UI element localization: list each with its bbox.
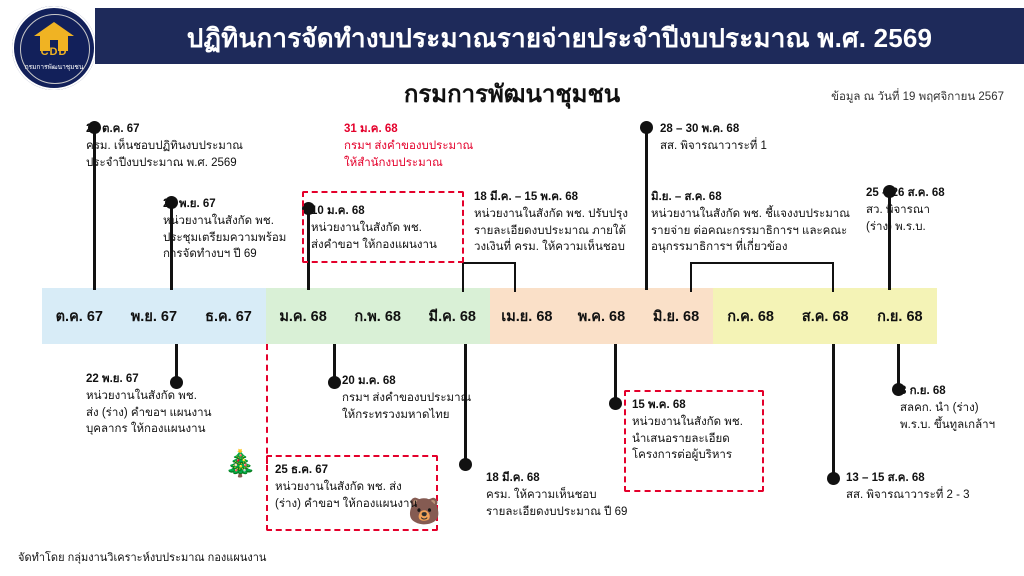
event-note-jan31 — [344, 121, 524, 171]
christmas-wreath-icon: 🎄 — [224, 448, 257, 478]
event-line-jan10-2: ส่งคำขอฯ ให้กองแผนงาน — [311, 238, 437, 251]
event-date-jan20: 20 ม.ค. 68 — [342, 375, 396, 387]
event-line-nov21-1: หน่วยงานในสังกัด พช. — [163, 215, 274, 228]
event-line-jan20-2: ให้กระทรวงมหาดไทย — [342, 408, 450, 421]
event-note-nov22 — [86, 371, 246, 437]
event-note-may15 — [632, 397, 782, 463]
marker-may28 — [640, 121, 653, 134]
month-cell-apr68: เม.ย. 68 — [490, 288, 565, 344]
event-line-jan20-1: กรมฯ ส่งคำของบประมาณ — [342, 392, 472, 405]
marker-may15 — [609, 397, 622, 410]
event-date-may15: 15 พ.ค. 68 — [632, 399, 686, 411]
event-line-jan31-1: กรมฯ ส่งคำของบประมาณ — [344, 140, 474, 153]
event-line-mar18-2: รายละเอียดงบประมาณ ปี 69 — [486, 505, 628, 518]
month-cell-oct67: ต.ค. 67 — [42, 288, 117, 344]
event-note-aug13 — [846, 470, 1024, 504]
event-line-may15-1: หน่วยงานในสังกัด พช. — [632, 416, 743, 429]
event-line-sep8-1: สลคก. นำ (ร่าง) — [900, 402, 979, 415]
as-of-date: ข้อมูล ณ วันที่ 19 พฤศจิกายน 2567 — [831, 91, 1004, 103]
page-title: ปฏิทินการจัดทำงบประมาณรายจ่ายประจำปีงบประมาณ พ.ศ. 2569 — [186, 23, 933, 53]
month-cell-dec67: ธ.ค. 67 — [191, 288, 266, 344]
event-date-oct22: 22 ต.ค. 67 — [86, 123, 140, 135]
event-date-aug25: 25 – 26 ส.ค. 68 — [866, 187, 945, 199]
event-date-mar18-may15: 18 มี.ค. – 15 พ.ค. 68 — [474, 191, 579, 203]
event-note-mar18 — [486, 470, 666, 520]
event-line-nov22-2: ส่ง (ร่าง) คำขอฯ แผนงาน — [86, 406, 212, 419]
event-line-mar18-may15-2: รายละเอียดงบประมาณ ภายใต้ — [474, 224, 626, 237]
event-line-may15-2: นำเสนอรายละเอียด — [632, 432, 730, 445]
event-date-mar18: 18 มี.ค. 68 — [486, 472, 540, 484]
event-date-sep8: 8 ก.ย. 68 — [900, 385, 946, 397]
santa-bear-icon: 🐻 — [408, 496, 441, 526]
logo-thai-name: กรมการพัฒนาชุมชน — [24, 64, 84, 71]
event-note-jan20 — [342, 373, 512, 423]
event-line-aug25-1: สว. พิจารณา — [866, 204, 930, 217]
event-note-oct22 — [86, 121, 296, 171]
leader-line-jan20 — [333, 344, 336, 380]
event-line-nov22-3: บุคลากร ให้กองแผนงาน — [86, 422, 206, 435]
month-cell-feb68: ก.พ. 68 — [340, 288, 415, 344]
month-cell-jul68: ก.ค. 68 — [713, 288, 788, 344]
leader-line-may15 — [614, 344, 617, 402]
event-line-nov21-3: การจัดทำงบฯ ปี 69 — [163, 247, 257, 260]
event-date-nov21: 21 พ.ย. 67 — [163, 198, 216, 210]
month-cell-may68: พ.ค. 68 — [564, 288, 639, 344]
event-line-nov21-2: ประชุมเตรียมความพร้อม — [163, 231, 287, 244]
event-date-may28: 28 – 30 พ.ค. 68 — [660, 123, 740, 135]
event-note-jun-aug — [651, 189, 869, 255]
month-cell-nov67: พ.ย. 67 — [117, 288, 192, 344]
event-date-aug13: 13 – 15 ส.ค. 68 — [846, 472, 925, 484]
event-line-oct22-1: ครม. เห็นชอบปฏิทินงบประมาณ — [86, 140, 243, 153]
event-line-oct22-2: ประจำปีงบประมาณ พ.ศ. 2569 — [86, 156, 237, 169]
marker-aug13 — [827, 472, 840, 485]
bracket-mar-may — [462, 262, 516, 292]
event-line-jan10-1: หน่วยงานในสังกัด พช. — [311, 222, 422, 235]
event-line-aug25-2: (ร่าง) พ.ร.บ. — [866, 220, 926, 233]
event-line-mar18-may15-1: หน่วยงานในสังกัด พช. ปรับปรุง — [474, 208, 628, 221]
event-line-aug13-1: สส. พิจารณาวาระที่ 2 - 3 — [846, 489, 970, 502]
month-cell-sep68: ก.ย. 68 — [863, 288, 938, 344]
event-note-dec25 — [275, 462, 435, 512]
event-line-jun-aug-3: อนุกรรมาธิการฯ ที่เกี่ยวข้อง — [651, 240, 788, 253]
event-date-nov22: 22 พ.ย. 67 — [86, 373, 139, 385]
event-line-may28-1: สส. พิจารณาวาระที่ 1 — [660, 140, 767, 153]
event-note-nov21 — [163, 196, 313, 262]
event-line-nov22-1: หน่วยงานในสังกัด พช. — [86, 390, 197, 403]
month-cell-mar68: มี.ค. 68 — [415, 288, 490, 344]
event-line-mar18-1: ครม. ให้ความเห็นชอบ — [486, 489, 597, 502]
event-date-jun-aug: มิ.ย. – ส.ค. 68 — [651, 191, 722, 203]
bracket-jun-aug — [690, 262, 834, 292]
event-note-aug25 — [866, 185, 1016, 235]
event-line-may15-3: โครงการต่อผู้บริหาร — [632, 448, 733, 461]
dashed-connector-dec25 — [266, 344, 268, 464]
month-cell-jan68: ม.ค. 68 — [266, 288, 341, 344]
event-date-jan31: 31 ม.ค. 68 — [344, 123, 398, 135]
event-line-jan31-2: ให้สำนักงบประมาณ — [344, 156, 443, 169]
event-line-jun-aug-1: หน่วยงานในสังกัด พช. ชี้แจงงบประมาณ — [651, 208, 850, 221]
marker-mar18 — [459, 458, 472, 471]
logo-acronym: CDD — [40, 46, 68, 58]
leader-line-aug13 — [832, 344, 835, 476]
event-note-may28 — [660, 121, 840, 155]
event-date-jan10: 10 ม.ค. 68 — [311, 205, 365, 217]
event-line-dec25-2: (ร่าง) คำขอฯ ให้กองแผนงาน — [275, 497, 418, 510]
month-cell-jun68: มิ.ย. 68 — [639, 288, 714, 344]
event-note-mar18-may15 — [474, 189, 652, 255]
event-note-jan10 — [311, 203, 461, 253]
leader-line-sep8 — [897, 344, 900, 388]
footer-credit: จัดทำโดย กลุ่มงานวิเคราะห์งบประมาณ กองแผนงาน — [18, 552, 267, 564]
event-line-sep8-2: พ.ร.บ. ขึ้นทูลเกล้าฯ — [900, 418, 996, 431]
event-note-sep8 — [900, 383, 1024, 433]
marker-jan20 — [328, 376, 341, 389]
timeline-band — [42, 288, 937, 344]
event-line-mar18-may15-3: วงเงินที่ ครม. ให้ความเห็นชอบ — [474, 240, 625, 253]
event-line-jun-aug-2: รายจ่าย ต่อคณะกรรมาธิการฯ และคณะ — [651, 224, 848, 237]
event-line-dec25-1: หน่วยงานในสังกัด พช. ส่ง — [275, 481, 402, 494]
event-date-dec25: 25 ธ.ค. 67 — [275, 464, 329, 476]
page-subtitle: กรมการพัฒนาชุมชน — [403, 81, 621, 108]
month-cell-aug68: ส.ค. 68 — [788, 288, 863, 344]
